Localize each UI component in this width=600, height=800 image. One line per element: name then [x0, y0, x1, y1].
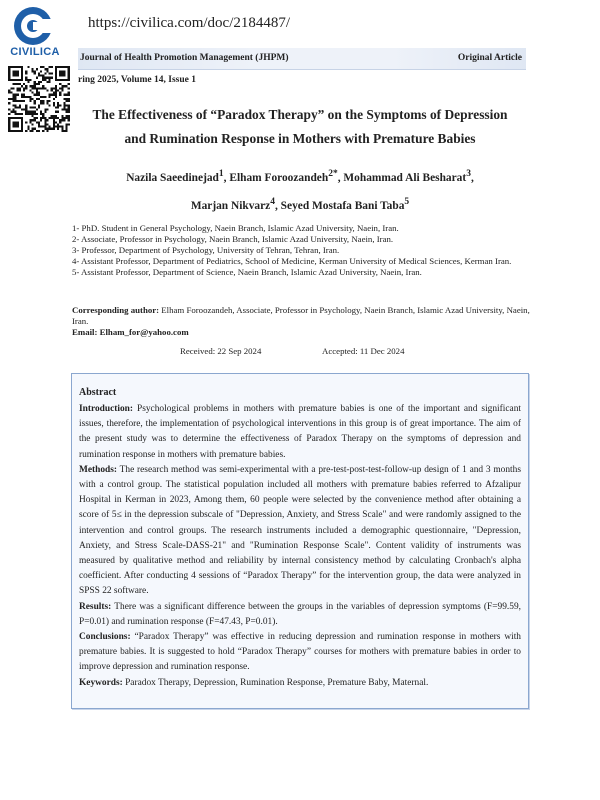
- journal-header-bar: [78, 48, 526, 70]
- section-label: Keywords:: [79, 677, 123, 688]
- journal-name: Journal of Health Promotion Management (JHPM): [80, 53, 289, 63]
- affiliation: 5- Assistant Professor, Department of Science, Naein Branch, Islamic Azad University, Naein, Iran.: [72, 267, 422, 277]
- abstract-results: [79, 600, 521, 630]
- logo-wordmark: CIVILICA: [10, 46, 60, 58]
- article-type: Original Article: [457, 53, 522, 63]
- qr-code-icon[interactable]: [8, 66, 70, 132]
- abstract-box: [71, 373, 529, 709]
- title-line: The Effectiveness of “Paradox Therapy” on the Symptoms of Depression: [92, 107, 508, 122]
- section-text: There was a significant difference between the groups in the variables of depression symptoms (F=99.59, P=0.01) and rumination response (F=47.43, P=0.01).: [79, 601, 521, 627]
- civilica-logo[interactable]: [6, 6, 60, 62]
- section-text: The research method was semi-experimental with a pre-test-post-test-follow-up design of 1 and 3 months with a control group. The statistical population included all mothers with premature babies referred to Afzalipur Hospital in Kerman in 2023, Among them, 60 people were selected by the convenience method after obtaining a score of 5≤ in the depression subscale of "Depression, Anxiety, and Stress Scale" and were randomly assigned to the intervention and control groups. The research instruments included a demographic questionnaire, "Depression, Anxiety, and Stress Scale-DASS-21" and "Rumination Response Scale". Content validity of instruments was measured by qualitative method and reliability by internal consistency method by calculating Cronbach's alpha coefficient. After conducting 4 sessions of “Paradox Therapy” for the intervention group, the data were analyzed in SPSS 22 software.: [79, 464, 521, 597]
- affiliation-list: [72, 223, 530, 278]
- author-list: [70, 162, 530, 218]
- accepted-date: Accepted: 11 Dec 2024: [322, 346, 405, 356]
- author-name: Seyed Mostafa Bani Taba: [280, 199, 405, 212]
- affiliation: 2- Associate, Professor in Psychology, Naein Branch, Islamic Azad University, Naein, Iran.: [72, 234, 394, 244]
- section-label: Results:: [79, 601, 112, 612]
- abstract-methods: [79, 463, 521, 600]
- section-text: Psychological problems in mothers with premature babies is one of the important and significant issues, therefore, the implementation of psychological interventions in this group is of great importance. The aim of the present study was to determine the effectiveness of Paradox Therapy on the symptoms of depression and rumination response in mothers with premature babies.: [79, 404, 521, 460]
- affiliation: 1- PhD. Student in General Psychology, Naein Branch, Islamic Azad University, Naein, Iran.: [72, 223, 399, 233]
- author-affil-mark: 3: [466, 169, 471, 179]
- abstract-keywords: [79, 676, 521, 691]
- author-affil-mark: 2*: [328, 169, 338, 179]
- corresponding-email[interactable]: Email: Elham_for@yahoo.com: [72, 327, 189, 337]
- author-name: Marjan Nikvarz: [190, 199, 271, 212]
- section-text: “Paradox Therapy” was effective in reducing depression and rumination response in mothers with premature babies. It is suggested to hold “Paradox Therapy” courses for mothers with premature babies in order to improve depression and rumination response.: [79, 632, 521, 673]
- title-line: and Rumination Response in Mothers with Premature Babies: [124, 131, 476, 146]
- abstract-introduction: [79, 402, 521, 463]
- corresponding-text: Elham Foroozandeh, Associate, Professor in Psychology, Naein Branch, Islamic Azad University, Naein, Iran.: [72, 305, 530, 326]
- corresponding-label: Corresponding author:: [72, 305, 160, 315]
- author-name: Nazila Saeedinejad: [126, 171, 219, 184]
- affiliation: 3- Professor, Department of Psychology, University of Tehran, Tehran, Iran.: [72, 245, 340, 255]
- received-date: Received: 22 Sep 2024: [180, 346, 262, 356]
- document-url[interactable]: https://civilica.com/doc/2184487/: [88, 15, 291, 31]
- affiliation: 4- Assistant Professor, Department of Pediatrics, School of Medicine, Kerman University of Medical Sciences, Kerman Iran.: [72, 256, 512, 266]
- author-affil-mark: 1: [218, 169, 224, 179]
- author-affil-mark: 5: [404, 196, 410, 207]
- author-name: Elham Foroozandeh: [229, 171, 329, 184]
- author-affil-mark: 4: [270, 196, 275, 207]
- abstract-conclusions: [79, 630, 521, 676]
- paper-title: [70, 103, 530, 151]
- author-name: Mohammad Ali Besharat: [343, 171, 467, 184]
- section-label: Introduction:: [79, 404, 134, 414]
- issue-info: ring 2025, Volume 14, Issue 1: [78, 75, 196, 85]
- section-label: Methods:: [79, 464, 118, 475]
- section-text: Paradox Therapy, Depression, Rumination Response, Premature Baby, Maternal.: [122, 677, 429, 688]
- civilica-logo-icon: [10, 6, 56, 46]
- author-line: Nazila Saeedinejad$^1$, Elham Foroozandeh$^{2*}$, Mohammad Ali Besharat$^3$,: [126, 169, 474, 184]
- corresponding-author: [72, 305, 530, 327]
- author-line: Marjan Nikvarz$^4$, Seyed Mostafa Bani Taba$^5$: [190, 196, 410, 212]
- section-label: Conclusions:: [79, 632, 131, 643]
- abstract-heading: Abstract: [79, 387, 117, 398]
